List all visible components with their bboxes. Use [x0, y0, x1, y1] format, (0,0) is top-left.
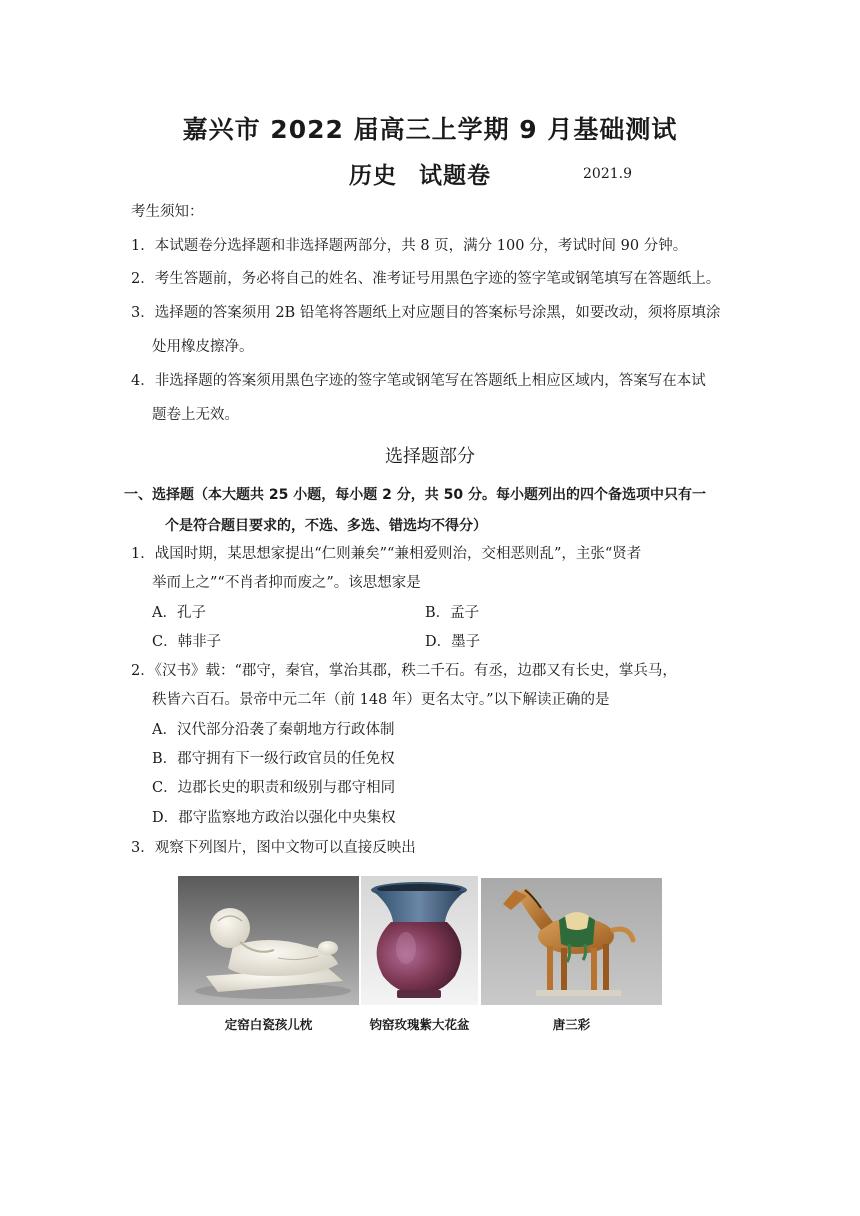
tang-sancai-horse-photo [481, 878, 662, 1005]
exam-subtitle [349, 157, 491, 190]
notice-item-3: 3．选择题的答案须用 2B 铅笔将答题纸上对应题目的答案标号涂黑，如要改动，须将原填涂 [131, 305, 721, 321]
q2-stem-line1: 2．《汉书》载：“郡守，秦官，掌治其郡，秩二千石。有丞，边郡又有长史，掌兵马， [131, 663, 677, 679]
q3-stem: 3．观察下列图片，图中文物可以直接反映出 [131, 840, 416, 856]
q2-option-a: A．汉代部分沿袭了秦朝地方行政体制 [152, 722, 395, 738]
q1-option-a: A．孔子 [152, 605, 206, 621]
q2-option-c: C．边郡长史的职责和级别与郡守相同 [152, 780, 396, 796]
subject-label: 历史 [349, 163, 397, 189]
notice-item-2: 2．考生答题前，务必将自己的姓名、准考证号用黑色字迹的签字笔或钢笔填写在答题纸上。 [131, 271, 721, 287]
q2-stem-line2: 秩皆六百石。景帝中元二年（前 148 年）更名太守。”以下解读正确的是 [152, 692, 610, 708]
q1-option-b: B．孟子 [425, 605, 480, 621]
notice-item-4: 4．非选择题的答案须用黑色字迹的签字笔或钢笔写在答题纸上相应区域内，答案写在本试 [131, 373, 706, 389]
ding-kiln-pillow-photo [178, 876, 359, 1005]
exam-title: 嘉兴市 2022 届高三上学期 9 月基础测试 [182, 115, 678, 144]
part-heading-line1: 一、选择题（本大题共 25 小题，每小题 2 分，共 50 分。每小题列出的四个备选项中只有一 [124, 487, 706, 503]
notice-item-3-cont: 处用橡皮擦净。 [152, 339, 254, 355]
notice-item-1: 1．本试题卷分选择题和非选择题两部分，共 8 页，满分 100 分，考试时间 90 分钟。 [131, 238, 688, 254]
caption-jun-kiln-flowerpot: 钧窑玫瑰紫大花盆 [369, 1017, 470, 1032]
caption-tang-sancai: 唐三彩 [552, 1017, 591, 1032]
notice-item-4-cont: 题卷上无效。 [152, 407, 239, 423]
q2-option-d: D．郡守监察地方政治以强化中央集权 [152, 810, 396, 826]
q1-option-c: C．韩非子 [152, 634, 222, 650]
q1-stem-line2: 举而上之”“不肖者抑而废之”。该思想家是 [152, 575, 421, 591]
q1-stem-line1: 1．战国时期，某思想家提出“仁则兼矣”“兼相爱则治，交相恶则乱”，主张“贤者 [131, 546, 642, 562]
paper-label: 试题卷 [419, 163, 491, 189]
part-heading-line2: 个是符合题目要求的，不选、多选、错选均不得分） [165, 518, 487, 534]
jun-kiln-flowerpot-photo [361, 876, 478, 1005]
caption-ding-kiln-pillow: 定窑白瓷孩儿枕 [224, 1017, 313, 1032]
exam-date: 2021.9 [583, 166, 632, 182]
q2-option-b: B．郡守拥有下一级行政官员的任免权 [152, 751, 395, 767]
section-title: 选择题部分 [385, 446, 475, 467]
notice-heading: 考生须知： [131, 204, 204, 220]
q1-option-d: D．墨子 [425, 634, 481, 650]
